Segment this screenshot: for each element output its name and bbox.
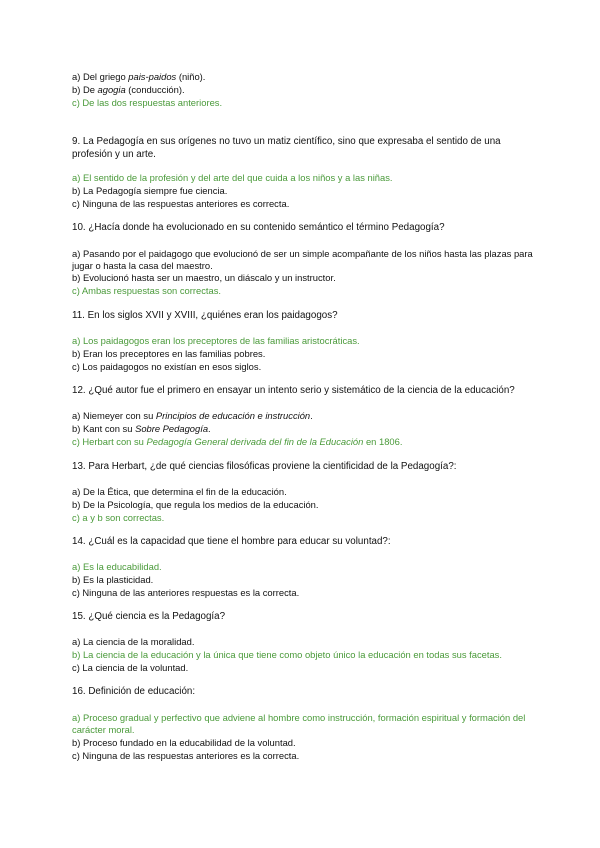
q12-option-b: b) Kant con su Sobre Pedagogía. xyxy=(72,423,211,434)
q13-question: 13. Para Herbart, ¿de qué ciencias filosóficas proviene la cientificidad de la Pedagogía?: xyxy=(72,461,457,472)
q16-option-a-correct-line2: carácter moral. xyxy=(72,724,135,735)
q15-option-b-correct: b) La ciencia de la educación y la única que tiene como objeto único la educación en todas sus facetas. xyxy=(72,649,502,660)
q14-question: 14. ¿Cuál es la capacidad que tiene el hombre para educar su voluntad?: xyxy=(72,536,391,547)
q16-question: 16. Definición de educación: xyxy=(72,686,196,697)
q9-question-line2: profesión y un arte. xyxy=(72,149,156,160)
q9-option-c: c) Ninguna de las respuestas anteriores es correcta. xyxy=(72,198,290,209)
q12-option-c-correct: c) Herbart con su Pedagogía General derivada del fin de la Educación en 1806. xyxy=(72,436,403,447)
q10-option-c-correct: c) Ambas respuestas son correctas. xyxy=(72,285,222,296)
q12-option-a: a) Niemeyer con su Principios de educación e instrucción. xyxy=(72,410,313,421)
q15-question: 15. ¿Qué ciencia es la Pedagogía? xyxy=(72,611,226,622)
q13-option-b: b) De la Psicología, que regula los medios de la educación. xyxy=(72,499,319,510)
q9-option-a-correct: a) El sentido de la profesión y del arte del que cuida a los niños y a las niñas. xyxy=(72,172,393,183)
q16-option-a-correct-line1: a) Proceso gradual y perfectivo que adviene al hombre como instrucción, formación espiritual y formación del xyxy=(72,712,526,723)
q15-option-c: c) La ciencia de la voluntad. xyxy=(72,662,189,673)
intro-option-a: a) Del griego pais-paidos (niño). xyxy=(72,71,206,82)
q11-option-a-correct: a) Los paidagogos eran los preceptores de las familias aristocráticas. xyxy=(72,335,360,346)
q14-option-a-correct: a) Es la educabilidad. xyxy=(72,561,162,572)
q13-option-a: a) De la Ética, que determina el fin de la educación. xyxy=(72,486,287,497)
intro-option-c-correct: c) De las dos respuestas anteriores. xyxy=(72,97,223,108)
q9-option-b: b) La Pedagogía siempre fue ciencia. xyxy=(72,185,228,196)
q10-option-b: b) Evolucionó hasta ser un maestro, un diáscalo y un instructor. xyxy=(72,272,336,283)
q10-option-a-line1: a) Pasando por el paidagogo que evolucionó de ser un simple acompañante de los niños hasta las plazas para xyxy=(72,248,533,259)
q14-option-c: c) Ninguna de las anteriores respuestas es la correcta. xyxy=(72,587,300,598)
q14-option-b: b) Es la plasticidad. xyxy=(72,574,154,585)
q10-question: 10. ¿Hacía donde ha evolucionado en su contenido semántico el término Pedagogía? xyxy=(72,222,445,233)
q11-option-b: b) Eran los preceptores en las familias pobres. xyxy=(72,348,266,359)
q15-option-a: a) La ciencia de la moralidad. xyxy=(72,636,195,647)
q11-question: 11. En los siglos XVII y XVIII, ¿quiénes eran los paidagogos? xyxy=(72,310,338,321)
q16-option-b: b) Proceso fundado en la educabilidad de la voluntad. xyxy=(72,737,296,748)
intro-option-b: b) De agogia (conducción). xyxy=(72,84,185,95)
q9-question-line1: 9. La Pedagogía en sus orígenes no tuvo un matiz científico, sino que expresaba el sentido de una xyxy=(72,136,501,147)
q10-option-a-line2: jugar o hasta la casa del maestro. xyxy=(72,260,213,271)
q12-question: 12. ¿Qué autor fue el primero en ensayar un intento serio y sistemático de la ciencia de la educación? xyxy=(72,385,515,396)
q16-option-c: c) Ninguna de las respuestas anteriores es la correcta. xyxy=(72,750,300,761)
q11-option-c: c) Los paidagogos no existían en esos siglos. xyxy=(72,361,262,372)
q13-option-c-correct: c) a y b son correctas. xyxy=(72,512,165,523)
